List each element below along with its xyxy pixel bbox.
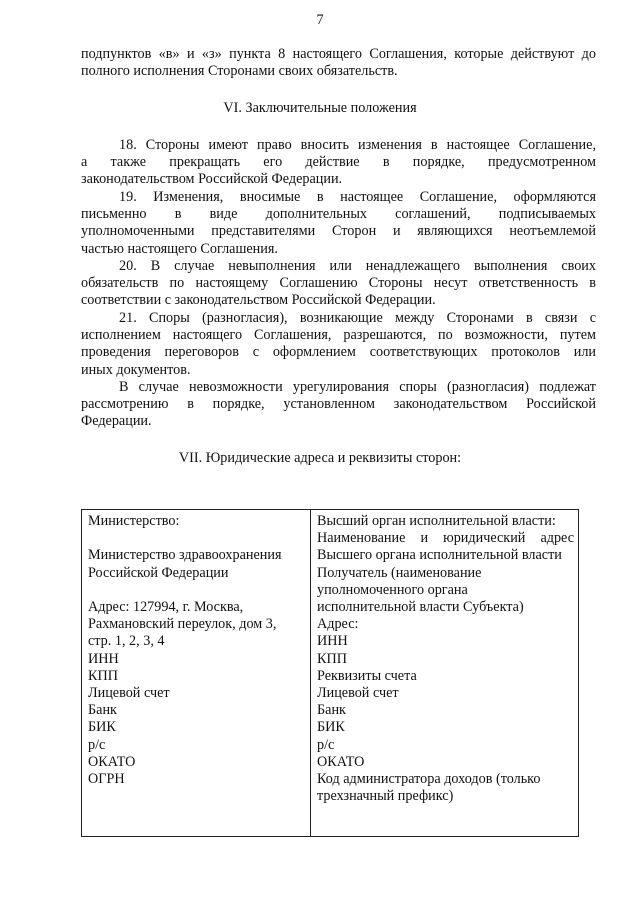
- authority-line: Адрес:: [317, 616, 359, 633]
- ministry-address-line: Рахмановский переулок, дом 3,: [88, 616, 277, 633]
- ministry-field: Лицевой счет: [88, 685, 170, 701]
- requisites-table: [81, 509, 579, 837]
- section-7-heading: VII. Юридические адреса и реквизиты сторон:: [178, 450, 462, 466]
- authority-line: Наименование и юридический адрес: [317, 530, 574, 547]
- text-line: 18. Стороны имеют право вносить изменения в настоящее Соглашение,: [119, 137, 596, 153]
- ministry-name-line: Министерство здравоохранения: [88, 547, 282, 564]
- authority-line: ОКАТО: [317, 753, 365, 770]
- ministry-field: ИНН: [88, 650, 119, 667]
- text-line: подпунктов «в» и «з» пункта 8 настоящего Соглашения, которые действуют до: [81, 46, 596, 62]
- intro-paragraph: [81, 46, 596, 80]
- ministry-field: ОГРН: [88, 771, 125, 788]
- authority-line: уполномоченного органа: [317, 581, 468, 598]
- text-line: исполнением настоящего Соглашения, разрешаются, по возможности, путем: [81, 327, 596, 344]
- ministry-field: Банк: [88, 702, 117, 719]
- authority-line: исполнительной власти Субъекта): [317, 599, 524, 616]
- text-line: частью настоящего Соглашения.: [81, 240, 278, 257]
- ministry-field: БИК: [88, 719, 116, 736]
- authority-line: Код администратора доходов (только: [317, 771, 541, 788]
- text-line: Федерации.: [81, 413, 152, 430]
- authority-line: КПП: [317, 650, 347, 667]
- ministry-address-line: Адрес: 127994, г. Москва,: [88, 598, 244, 615]
- authority-line: Высшего органа исполнительной власти: [317, 547, 562, 564]
- text-line: В случае невозможности урегулирования споры (разногласия) подлежат: [119, 379, 596, 395]
- text-line: 21. Споры (разногласия), возникающие между Сторонами в связи с: [119, 310, 596, 326]
- text-line: 19. Изменения, вносимые в настоящее Соглашение, оформляются: [119, 189, 596, 205]
- ministry-column: [82, 510, 311, 837]
- text-line: полного исполнения Сторонами своих обязательств.: [81, 63, 398, 80]
- ministry-field: КПП: [88, 667, 118, 684]
- text-line: соответствии с законодательством Российской Федерации.: [81, 292, 436, 309]
- ministry-field: р/с: [88, 736, 106, 753]
- authority-line: Получатель (наименование: [317, 564, 482, 581]
- authority-line: Лицевой счет: [317, 685, 399, 702]
- ministry-header: Министерство:: [88, 513, 180, 529]
- authority-line: Банк: [317, 702, 346, 719]
- text-line: проведения переговоров с оформлением соответствующих протоколов или: [81, 344, 596, 361]
- ministry-address-line: стр. 1, 2, 3, 4: [88, 633, 165, 650]
- ministry-field: ОКАТО: [88, 753, 136, 770]
- authority-line: р/с: [317, 736, 335, 753]
- executive-authority-column: [311, 510, 579, 837]
- text-line: рассмотрению в порядке, установленном законодательством Российской: [81, 396, 596, 413]
- paragraph-18: [81, 137, 596, 189]
- text-line: обязательств по настоящему Соглашению Стороны несут ответственность в: [81, 275, 596, 292]
- paragraph-21: [81, 310, 596, 379]
- page-number: 7: [316, 12, 324, 28]
- text-line: уполномоченными представителями Сторон и являющихся неотъемлемой: [81, 223, 596, 240]
- authority-header: Высший орган исполнительной власти:: [317, 513, 556, 529]
- text-line: законодательством Российской Федерации.: [81, 171, 343, 188]
- text-line: а также прекращать его действие в порядке, предусмотренном: [81, 154, 596, 171]
- paragraph-20: [81, 258, 596, 310]
- paragraph-19: [81, 189, 596, 258]
- text-line: письменно в виде дополнительных соглашений, подписываемых: [81, 206, 596, 223]
- authority-line: ИНН: [317, 633, 348, 650]
- authority-line: Реквизиты счета: [317, 667, 417, 684]
- section-6-heading: VI. Заключительные положения: [223, 100, 417, 116]
- text-line: иных документов.: [81, 361, 191, 378]
- authority-line: БИК: [317, 719, 345, 736]
- ministry-name-line: Российской Федерации: [88, 564, 229, 581]
- paragraph-dispute: [81, 379, 596, 431]
- authority-line: трехзначный префикс): [317, 788, 454, 805]
- text-line: 20. В случае невыполнения или ненадлежащего выполнения своих: [119, 258, 596, 274]
